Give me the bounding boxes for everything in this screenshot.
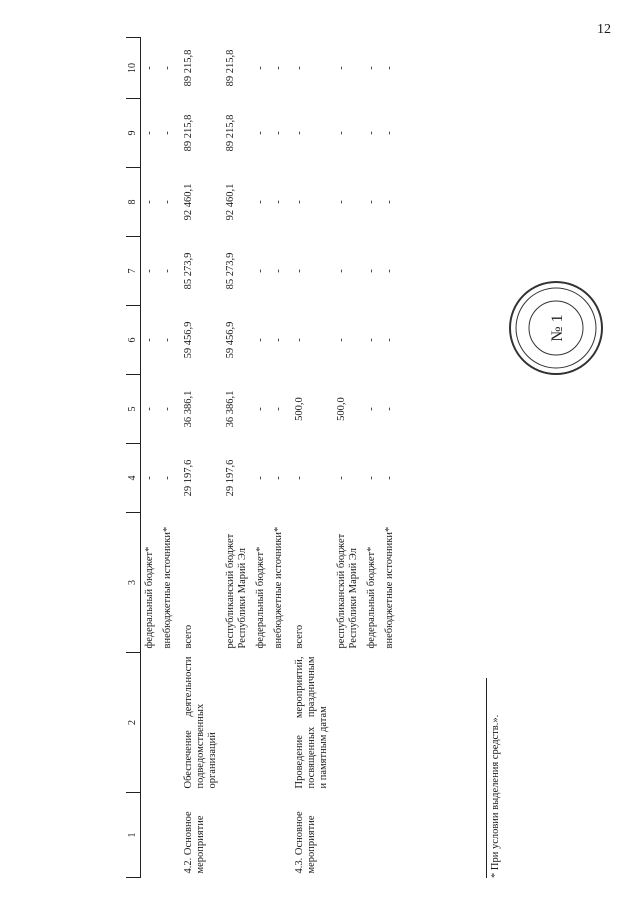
table-cell-col8: - bbox=[143, 200, 155, 204]
table-cell-col3: всего bbox=[294, 624, 306, 649]
table-cell-col6: - bbox=[384, 338, 396, 342]
table-cell-col4: - bbox=[366, 476, 378, 480]
table-cell-col9: - bbox=[161, 131, 173, 135]
table-cell-col1 bbox=[363, 793, 381, 878]
table-cell-col9: 89 215,8 bbox=[182, 114, 194, 152]
table-cell-col5: - bbox=[143, 407, 155, 411]
table-row bbox=[333, 38, 363, 878]
table-cell-col6: - bbox=[254, 338, 266, 342]
table-cell-col8: - bbox=[161, 200, 173, 204]
table-cell-col7: 85 273,9 bbox=[224, 252, 236, 290]
table-cell-col7: - bbox=[161, 269, 173, 273]
table-cell-col6: - bbox=[161, 338, 173, 342]
table-cell-col2 bbox=[140, 653, 159, 793]
table-cell-col1 bbox=[140, 793, 159, 878]
table-cell-col1: 4.2. Основное мероприятие bbox=[182, 811, 206, 874]
table-cell-col5: - bbox=[161, 407, 173, 411]
col-header-4: 4 bbox=[126, 444, 140, 513]
col-header-10: 10 bbox=[126, 38, 140, 99]
table-cell-col1: 4.3. Основное мероприятие bbox=[294, 811, 318, 874]
col-header-8: 8 bbox=[126, 168, 140, 237]
rotated-sheet bbox=[126, 38, 601, 878]
table-cell-col6: - bbox=[294, 338, 306, 342]
table-cell-col4: - bbox=[273, 476, 284, 480]
table-cell-col3: республиканский бюджет Республики Марий Эл bbox=[336, 533, 360, 649]
table-cell-col5: 36 386,1 bbox=[224, 390, 236, 428]
table-cell-col8: - bbox=[273, 200, 284, 204]
table-cell-col2 bbox=[381, 653, 399, 793]
table-cell-col2 bbox=[363, 653, 381, 793]
table-cell-col5: - bbox=[254, 407, 266, 411]
table-cell-col2 bbox=[159, 653, 177, 793]
col-header-6: 6 bbox=[126, 306, 140, 375]
table-cell-col3: внебюджетные источники* bbox=[161, 526, 173, 649]
table-cell-col1 bbox=[333, 793, 363, 878]
table-cell-col9: - bbox=[273, 131, 284, 135]
table-cell-col10: 89 215,8 bbox=[182, 49, 194, 87]
table-cell-col3: федеральный бюджет* bbox=[143, 546, 155, 649]
table-row bbox=[288, 38, 333, 878]
table-cell-col2: Проведение мероприятий, посвященных праздничным и памятным датам bbox=[294, 656, 330, 789]
table-cell-col2 bbox=[333, 653, 363, 793]
table-cell-col6: 59 456,9 bbox=[182, 321, 194, 359]
table-cell-col9: - bbox=[254, 131, 266, 135]
table-cell-col8: - bbox=[254, 200, 266, 204]
table-cell-col9: - bbox=[294, 131, 306, 135]
table-cell-col3: всего bbox=[182, 624, 194, 649]
table-cell-col8: - bbox=[336, 200, 348, 204]
col-header-2: 2 bbox=[126, 653, 140, 793]
table-row bbox=[381, 38, 399, 878]
table-cell-col5: - bbox=[384, 407, 396, 411]
table-cell-col4: - bbox=[294, 476, 306, 480]
table-cell-col6: 59 456,9 bbox=[224, 321, 236, 359]
table-cell-col9: 89 215,8 bbox=[224, 114, 236, 152]
table-cell-col7: - bbox=[273, 269, 284, 273]
table-cell-col4: 29 197,6 bbox=[224, 459, 236, 497]
col-header-9: 9 bbox=[126, 99, 140, 168]
table-cell-col4: - bbox=[143, 476, 155, 480]
footnote-divider bbox=[486, 678, 487, 878]
table-body bbox=[140, 38, 400, 878]
table-cell-col4: - bbox=[384, 476, 396, 480]
table-cell-col5: 500,0 bbox=[336, 397, 348, 421]
table-cell-col7: 85 273,9 bbox=[182, 252, 194, 290]
table-cell-col5: - bbox=[273, 407, 284, 411]
table-cell-col9: - bbox=[143, 131, 155, 135]
col-header-1: 1 bbox=[126, 793, 140, 878]
table-cell-col3: федеральный бюджет* bbox=[254, 546, 266, 649]
table-cell-col8: - bbox=[366, 200, 378, 204]
table-cell-col3: республиканский бюджет Республики Марий Эл bbox=[224, 533, 248, 649]
page-number: 12 bbox=[597, 22, 611, 37]
table-cell-col4: 29 197,6 bbox=[182, 459, 194, 497]
table-cell-col2 bbox=[252, 653, 270, 793]
table-cell-col6: - bbox=[336, 338, 348, 342]
table-cell-col9: - bbox=[336, 131, 348, 135]
table-cell-col1 bbox=[252, 793, 270, 878]
table-cell-col6: - bbox=[143, 338, 155, 342]
table-row bbox=[159, 38, 177, 878]
table-row bbox=[140, 38, 159, 878]
table-cell-col10: - bbox=[273, 66, 284, 70]
table-cell-col10: - bbox=[294, 66, 306, 70]
table-cell-col10: 89 215,8 bbox=[224, 49, 236, 87]
table-cell-col2 bbox=[222, 653, 252, 793]
table-cell-col6: - bbox=[366, 338, 378, 342]
table-cell-col7: - bbox=[254, 269, 266, 273]
table-cell-col5: - bbox=[366, 407, 378, 411]
table-row bbox=[252, 38, 270, 878]
table-cell-col4: - bbox=[161, 476, 173, 480]
table-cell-col1 bbox=[159, 793, 177, 878]
table-cell-col10: - bbox=[161, 66, 173, 70]
table-cell-col10: - bbox=[384, 66, 396, 70]
table-cell-col7: - bbox=[384, 269, 396, 273]
table-cell-col4: - bbox=[254, 476, 266, 480]
table-cell-col7: - bbox=[294, 269, 306, 273]
table-cell-col10: - bbox=[143, 66, 155, 70]
table-cell-col2: Обеспечение деятельности подведомственных организаций bbox=[182, 656, 218, 789]
budget-table bbox=[126, 37, 400, 878]
table-cell-col4: - bbox=[336, 476, 348, 480]
table-cell-col10: - bbox=[336, 66, 348, 70]
table-cell-col7: - bbox=[143, 269, 155, 273]
svg-text:№ 1: № 1 bbox=[549, 314, 566, 342]
table-cell-col8: 92 460,1 bbox=[224, 183, 236, 221]
table-cell-col7: - bbox=[366, 269, 378, 273]
table-cell-col10: - bbox=[366, 66, 378, 70]
table-cell-col1 bbox=[270, 793, 288, 878]
col-header-5: 5 bbox=[126, 375, 140, 444]
table-cell-col3: внебюджетные источники* bbox=[384, 526, 396, 649]
table-cell-col1 bbox=[222, 793, 252, 878]
table-cell-col9: - bbox=[384, 131, 396, 135]
table-cell-col7: - bbox=[336, 269, 348, 273]
table-cell-col5: 500,0 bbox=[294, 397, 306, 421]
table-cell-col9: - bbox=[366, 131, 378, 135]
table-row bbox=[177, 38, 222, 878]
footnote: * При условии выделения средств.». bbox=[490, 714, 501, 878]
col-header-3: 3 bbox=[126, 513, 140, 653]
table-cell-col8: 92 460,1 bbox=[182, 183, 194, 221]
col-header-7: 7 bbox=[126, 237, 140, 306]
official-seal bbox=[506, 278, 606, 378]
table-cell-col3: федеральный бюджет* bbox=[366, 546, 378, 649]
table-cell-col6: - bbox=[273, 338, 284, 342]
table-cell-col2 bbox=[270, 653, 288, 793]
header-row bbox=[126, 38, 140, 878]
table-row bbox=[363, 38, 381, 878]
table-cell-col10: - bbox=[254, 66, 266, 70]
table-cell-col3: внебюджетные источники* bbox=[273, 526, 284, 649]
table-cell-col5: 36 386,1 bbox=[182, 390, 194, 428]
table-row bbox=[270, 38, 288, 878]
table-cell-col8: - bbox=[384, 200, 396, 204]
table-cell-col1 bbox=[381, 793, 399, 878]
table-row bbox=[222, 38, 252, 878]
table-cell-col8: - bbox=[294, 200, 306, 204]
